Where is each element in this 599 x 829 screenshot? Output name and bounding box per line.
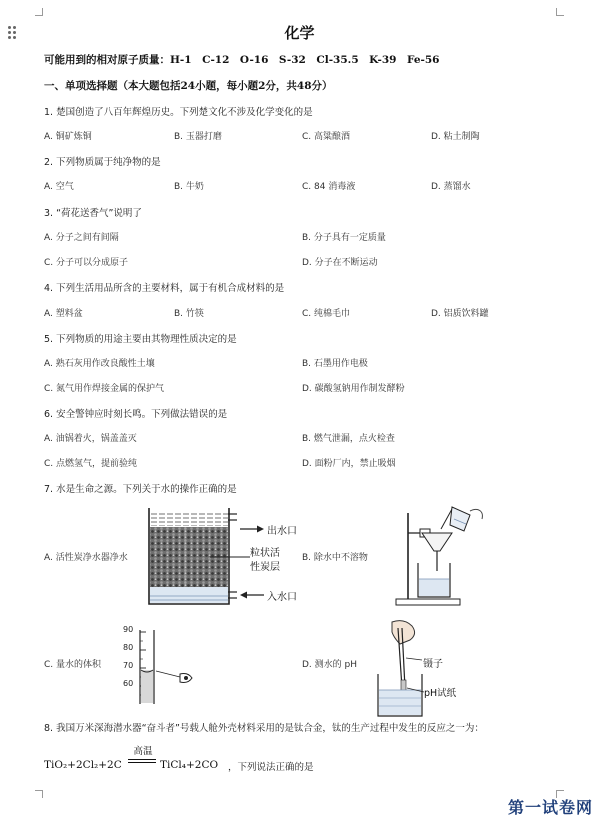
question-6-option-a: A. 油锅着火，锅盖盖灭 xyxy=(44,434,137,444)
carbon-layer-label-line1: 粒状活 xyxy=(250,548,280,559)
corner-mark-top-left xyxy=(35,8,43,16)
question-3-stem: 3. “荷花送香气”说明了 xyxy=(44,208,142,219)
corner-mark-top-right xyxy=(556,8,564,16)
question-5-option-c: C. 氮气用作焊接金属的保护气 xyxy=(44,384,165,394)
section-heading: 一、单项选择题（本大题包括24小题，每小题2分，共48分） xyxy=(44,80,333,92)
question-6-option-d: D. 面粉厂内，禁止吸烟 xyxy=(302,459,396,469)
question-4-option-c: C. 纯棉毛巾 xyxy=(302,309,351,319)
question-4-option-d: D. 铝质饮料罐 xyxy=(431,309,489,319)
filtration-figure xyxy=(392,505,492,607)
question-4-option-a: A. 塑料盆 xyxy=(44,309,83,319)
outlet-label: 出水口 xyxy=(267,526,297,537)
ph-test-figure xyxy=(370,618,430,720)
question-1-option-d: D. 粘土制陶 xyxy=(431,132,480,142)
question-3-option-c: C. 分子可以分成原子 xyxy=(44,258,129,268)
question-7-option-a: A. 活性炭净水器净水 xyxy=(44,553,128,563)
question-1-option-c: C. 高粱酿酒 xyxy=(302,132,351,142)
cylinder-tick-70: 70 xyxy=(123,661,134,670)
question-7-option-b: B. 除水中不溶物 xyxy=(302,553,368,563)
equation-lhs: TiO₂+2Cl₂+2C xyxy=(44,759,122,771)
question-3-option-b: B. 分子具有一定质量 xyxy=(302,233,386,243)
page-title: 化学 xyxy=(284,24,315,42)
equation-rhs: TiCl₄+2CO xyxy=(160,759,219,771)
atomic-masses-line: 可能用到的相对原子质量：H-1 C-12 O-16 S-32 Cl-35.5 K-39 Fe-56 xyxy=(44,54,440,66)
question-7-option-c: C. 量水的体积 xyxy=(44,660,102,670)
question-5-stem: 5. 下列物质的用途主要由其物理性质决定的是 xyxy=(44,334,237,345)
equation-double-line xyxy=(128,759,156,763)
footer-brand: 第一试卷网 xyxy=(507,798,593,817)
corner-mark-bottom-left xyxy=(35,790,43,798)
cylinder-tick-60: 60 xyxy=(123,679,134,688)
cylinder-tick-90: 90 xyxy=(123,625,134,634)
ph-paper-label: pH试纸 xyxy=(424,688,457,699)
question-1-stem: 1. 楚国创造了八百年辉煌历史。下列楚文化不涉及化学变化的是 xyxy=(44,107,313,118)
question-2-option-d: D. 蒸馏水 xyxy=(431,182,471,192)
question-2-option-a: A. 空气 xyxy=(44,182,74,192)
question-2-stem: 2. 下列物质属于纯净物的是 xyxy=(44,157,161,168)
equation-tail: ，下列说法正确的是 xyxy=(228,762,314,773)
question-6-option-c: C. 点燃氢气，提前验纯 xyxy=(44,459,138,469)
question-1-option-a: A. 铜矿炼铜 xyxy=(44,132,92,142)
carbon-layer-pointer xyxy=(210,553,250,561)
question-8-stem: 8. 我国万米深海潜水器“奋斗者”号载人舱外壳材料采用的是钛合金，钛的生产过程中发生的反应之一为： xyxy=(44,723,484,734)
question-4-stem: 4. 下列生活用品所含的主要材料，属于有机合成材料的是 xyxy=(44,283,285,294)
cylinder-tick-80: 80 xyxy=(123,643,134,652)
question-2-option-b: B. 牛奶 xyxy=(174,182,204,192)
question-5-option-b: B. 石墨用作电极 xyxy=(302,359,368,369)
question-4-option-b: B. 竹筷 xyxy=(174,309,204,319)
question-3-option-d: D. 分子在不断运动 xyxy=(302,258,378,268)
question-3-option-a: A. 分子之间有间隔 xyxy=(44,233,119,243)
question-6-option-b: B. 燃气泄漏，点火检查 xyxy=(302,434,395,444)
inlet-label: 入水口 xyxy=(267,592,297,603)
question-1-option-b: B. 玉器打磨 xyxy=(174,132,222,142)
question-7-stem: 7. 水是生命之源。下列关于水的操作正确的是 xyxy=(44,484,237,495)
equation-condition: 高温 xyxy=(133,746,153,757)
inlet-arrow-icon xyxy=(240,590,264,600)
question-5-option-d: D. 碳酸氢钠用作制发酵粉 xyxy=(302,384,405,394)
question-5-option-a: A. 熟石灰用作改良酸性土壤 xyxy=(44,359,155,369)
tweezers-label: 镊子 xyxy=(423,659,443,670)
carbon-layer-label-line2: 性炭层 xyxy=(250,562,280,573)
question-6-stem: 6. 安全警钟应时刻长鸣。下列做法错误的是 xyxy=(44,409,228,420)
question-2-option-c: C. 84 消毒液 xyxy=(302,182,356,192)
question-7-option-d: D. 测水的 pH xyxy=(302,660,357,670)
outlet-arrow-icon xyxy=(240,524,264,534)
